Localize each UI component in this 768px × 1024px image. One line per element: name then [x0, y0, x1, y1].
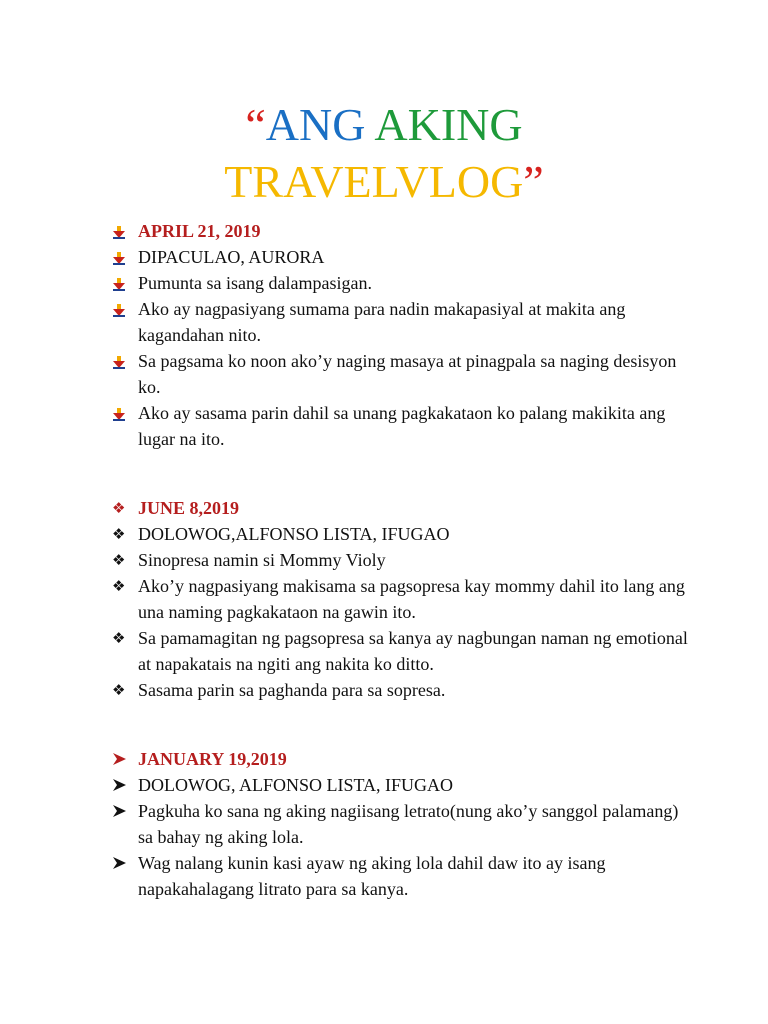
section-date-text: JANUARY 19,2019	[138, 749, 287, 769]
list-item	[112, 348, 692, 400]
list-item-text: Pumunta sa isang dalampasigan.	[138, 273, 372, 293]
section-date-header	[112, 746, 692, 772]
list-item-text: Sasama parin sa paghanda para sa sopresa.	[138, 680, 446, 700]
arrow-down-icon	[112, 348, 134, 374]
list-item	[112, 573, 692, 625]
list-item	[112, 521, 692, 547]
section-june	[112, 495, 692, 703]
list-item	[112, 677, 692, 703]
list-item-text: Ako ay sasama parin dahil sa unang pagkakataon ko palang makikita ang lugar na ito.	[138, 403, 666, 449]
list-item	[112, 270, 692, 296]
arrow-down-icon	[112, 218, 134, 244]
section-date-header	[112, 495, 692, 521]
section-january	[112, 746, 692, 902]
arrow-right-icon	[112, 772, 134, 798]
list-item	[112, 400, 692, 452]
list-item	[112, 772, 692, 798]
title-word: AKING	[365, 99, 523, 150]
list-item	[112, 296, 692, 348]
arrow-down-icon	[112, 270, 134, 296]
arrow-down-icon	[112, 244, 134, 270]
title-line-1	[0, 97, 768, 153]
list-item-text: Wag nalang kunin kasi ayaw ng aking lola dahil daw ito ay isang napakahalagang litrato para sa kanya.	[138, 853, 606, 899]
list-item-text: DOLOWOG,ALFONSO LISTA, IFUGAO	[138, 524, 450, 544]
list-item-text: Ako ay nagpasiyang sumama para nadin makapasiyal at makita ang kagandahan nito.	[138, 299, 626, 345]
section-date-header	[112, 218, 692, 244]
list-item-text: DIPACULAO, AURORA	[138, 247, 325, 267]
diamond-icon: ❖	[112, 551, 126, 569]
list-item	[112, 547, 692, 573]
list-item-text: Sinopresa namin si Mommy Violy	[138, 550, 386, 570]
diamond-icon: ❖	[112, 499, 126, 517]
title-word: ANG	[265, 99, 366, 150]
list-item-text: Sa pagsama ko noon ako’y naging masaya at pinagpala sa naging desisyon ko.	[138, 351, 677, 397]
list-item	[112, 798, 692, 850]
title-word: “	[245, 99, 266, 150]
list-item-text: Ako’y nagpasiyang makisama sa pagsopresa kay mommy dahil ito lang ang una naming pagkakataon na gawin ito.	[138, 576, 685, 622]
list-item	[112, 625, 692, 677]
arrow-right-icon	[112, 746, 134, 772]
section-date-text: JUNE 8,2019	[138, 498, 240, 518]
list-item-text: Pagkuha ko sana ng aking nagiisang letrato(nung ako’y sanggol palamang) sa bahay ng aking lola.	[138, 801, 679, 847]
title-word: ”	[523, 156, 544, 207]
diamond-icon: ❖	[112, 681, 126, 699]
arrow-right-icon	[112, 798, 134, 824]
section-date-text: APRIL 21, 2019	[138, 221, 261, 241]
arrow-down-icon	[112, 400, 134, 426]
title-word: TRAVELVLOG	[224, 156, 524, 207]
arrow-down-icon	[112, 296, 134, 322]
list-item-text: Sa pamamagitan ng pagsopresa sa kanya ay nagbungan naman ng emotional at napakatais na ngiti ang nakita ko ditto.	[138, 628, 688, 674]
title-line-2	[0, 154, 768, 210]
diamond-icon: ❖	[112, 629, 126, 647]
list-item	[112, 244, 692, 270]
section-april	[112, 218, 692, 452]
diamond-icon: ❖	[112, 525, 126, 543]
diamond-icon: ❖	[112, 577, 126, 595]
arrow-right-icon	[112, 850, 134, 876]
list-item	[112, 850, 692, 902]
list-item-text: DOLOWOG, ALFONSO LISTA, IFUGAO	[138, 775, 454, 795]
